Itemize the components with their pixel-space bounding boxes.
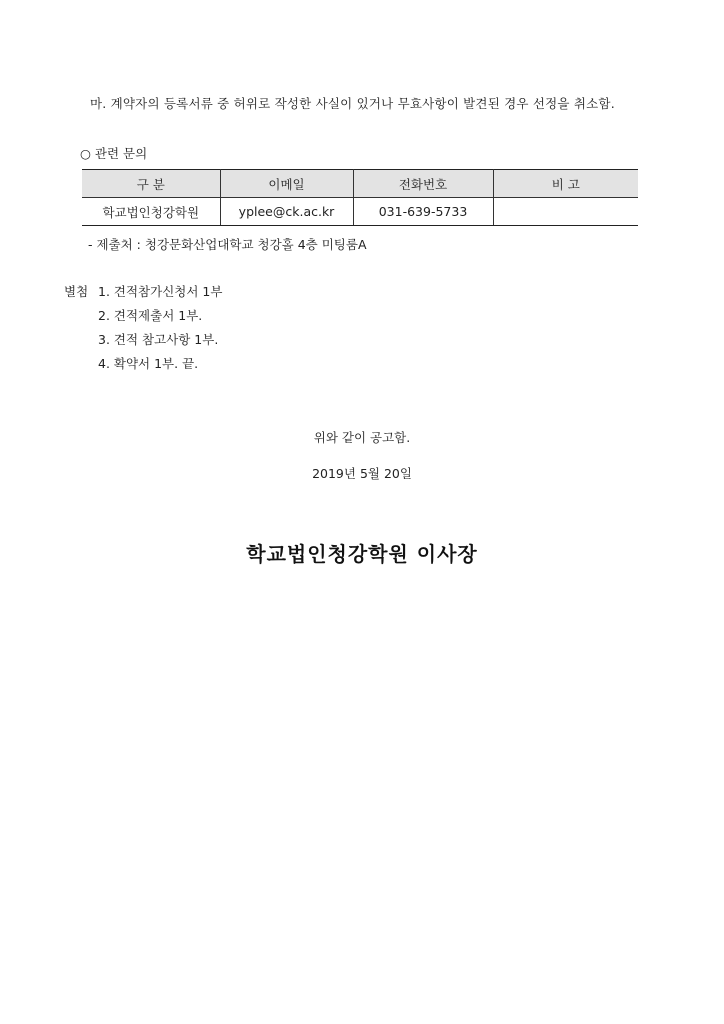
submit-place: - 제출처 : 청강문화산업대학교 청강홀 4층 미팅룸A <box>88 237 367 252</box>
attachment-item: 1. 견적참가신청서 1부 <box>98 284 223 299</box>
cell-category: 학교법인청강학원 <box>82 198 220 226</box>
header-email: 이메일 <box>220 170 353 198</box>
attachments-label: 별첨 <box>64 284 89 299</box>
signer-title: 학교법인청강학원 이사장 <box>246 542 478 566</box>
attachment-item: 4. 확약서 1부. 끝. <box>98 356 199 371</box>
attachment-item: 3. 견적 참고사항 1부. <box>98 332 219 347</box>
header-remarks: 비 고 <box>493 170 638 198</box>
contact-heading: ○ 관련 문의 <box>80 146 148 161</box>
table-header-row <box>82 170 638 198</box>
announcement-line: 위와 같이 공고함. <box>313 430 411 445</box>
attachment-item: 2. 견적제출서 1부. <box>98 308 203 323</box>
cell-email: yplee@ck.ac.kr <box>220 198 353 226</box>
cell-phone: 031-639-5733 <box>353 198 493 226</box>
cell-remarks <box>493 198 638 226</box>
header-category: 구 분 <box>82 170 220 198</box>
announcement-date: 2019년 5월 20일 <box>312 466 412 481</box>
table-row <box>82 198 638 226</box>
header-phone: 전화번호 <box>353 170 493 198</box>
cancel-clause: 마. 계약자의 등록서류 중 허위로 작성한 사실이 있거나 무효사항이 발견된 경우 선정을 취소함. <box>90 96 615 111</box>
contact-table <box>82 169 638 226</box>
